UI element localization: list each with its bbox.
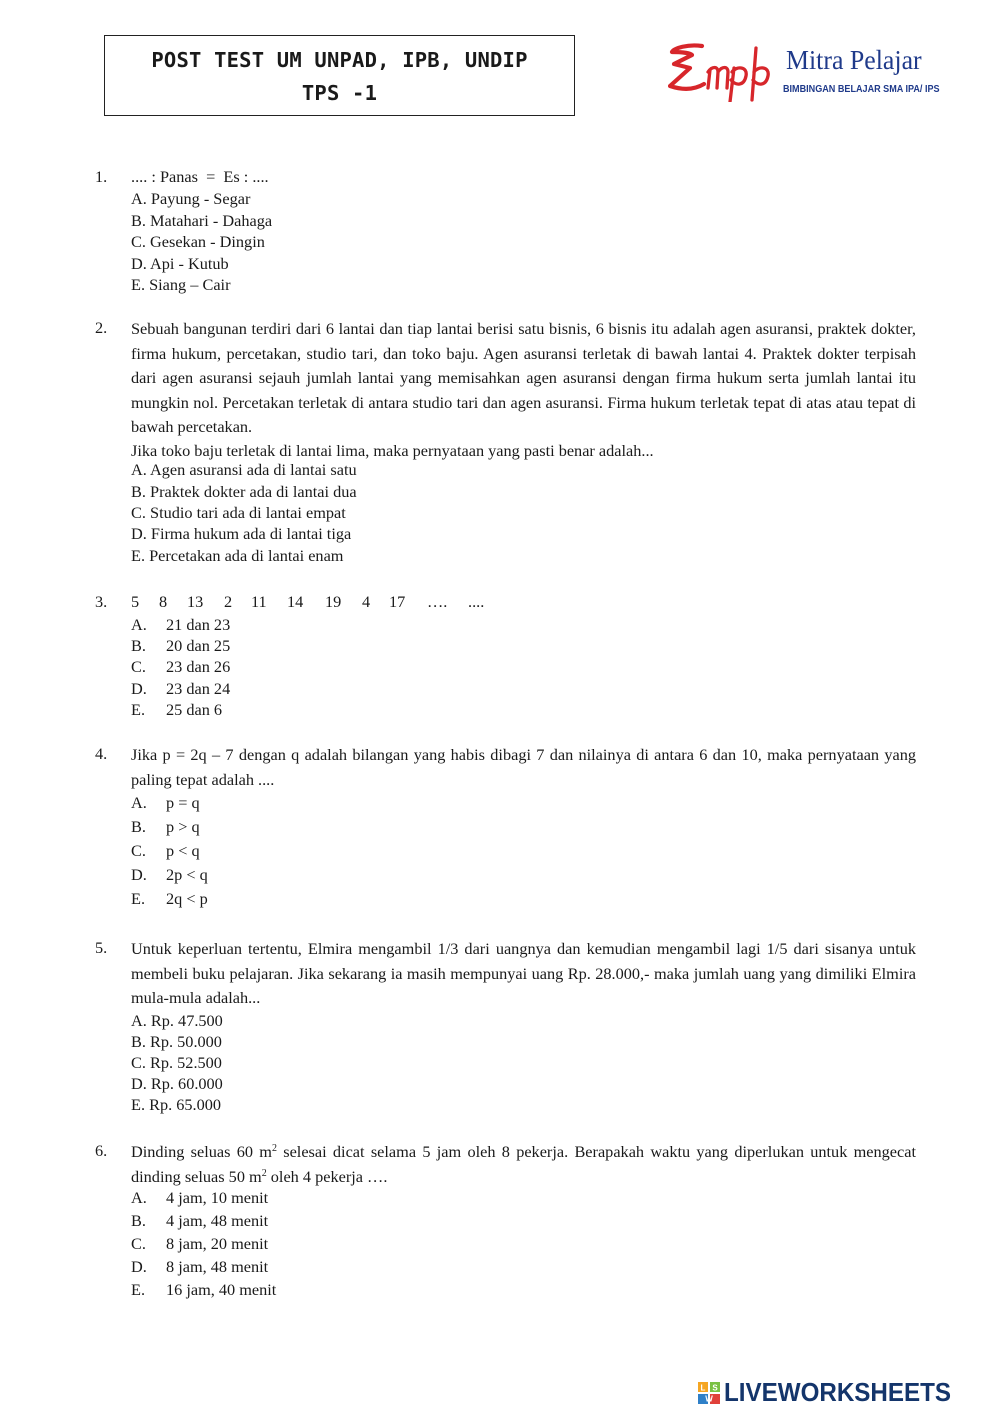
option-d[interactable]: D. Firma hukum ada di lantai tiga — [131, 524, 352, 543]
option-c[interactable]: C. p < q — [131, 841, 200, 860]
mitra-pelajar-logo — [668, 40, 943, 105]
sequence-term: 8 — [159, 592, 168, 611]
question-stem: Jika p = 2q – 7 dengan q adalah bilangan yang habis dibagi 7 dan nilainya di antara 6 dan 10, maka pernyataan yang paling tepat adalah .... — [131, 745, 916, 789]
sequence-blank: …. — [427, 592, 448, 611]
test-title-box — [104, 35, 575, 116]
question-stem: .... : Panas = Es : .... — [131, 167, 269, 186]
option-c[interactable]: C. Studio tari ada di lantai empat — [131, 503, 346, 522]
question-number: 2. — [95, 318, 108, 337]
sequence-blank: .... — [468, 592, 485, 611]
sequence-term: 2 — [224, 592, 233, 611]
option-a[interactable]: A. Rp. 47.500 — [131, 1011, 223, 1030]
option-b[interactable]: B. Praktek dokter ada di lantai dua — [131, 482, 357, 501]
sequence-term: 17 — [389, 592, 406, 611]
option-b[interactable]: B. 4 jam, 48 menit — [131, 1211, 269, 1230]
liveworksheets-watermark — [698, 1377, 998, 1407]
option-d[interactable]: D. Rp. 60.000 — [131, 1074, 223, 1093]
option-b[interactable]: B. Rp. 50.000 — [131, 1032, 222, 1051]
option-d[interactable]: D. 8 jam, 48 menit — [131, 1257, 269, 1276]
option-c[interactable]: C. Gesekan - Dingin — [131, 232, 265, 251]
question-paragraph: Sebuah bangunan terdiri dari 6 lantai dan tiap lantai berisi satu bisnis, 6 bisnis itu adalah agen asuransi, praktek dokter, firma hukum, percetakan, studio tari, dan toko baju. Agen asuransi terletak di bawah lantai 4. Praktek dokter terpisah dari agen asuransi sejauh jumlah lantai yang memisahkan agen asuransi dengan firma hukum serta jumlah lantai itu mungkin nol. Percetakan terletak di antara studio tari dan agen asuransi. Firma hukum terletak tepat di atas atau tepat di bawah percetakan. — [131, 319, 916, 436]
svg-text:S: S — [712, 1383, 718, 1393]
option-e[interactable]: E. Siang – Cair — [131, 275, 231, 294]
question-text — [131, 317, 916, 462]
option-a[interactable]: A. 4 jam, 10 menit — [131, 1188, 269, 1207]
option-a[interactable]: A. Agen asuransi ada di lantai satu — [131, 460, 357, 479]
question-stem: Untuk keperluan tertentu, Elmira mengambil 1/3 dari uangnya dan kemudian mengambil lagi 1/5 dari sisanya untuk membeli buku pelajaran. Jika sekarang ia masih mempunyai uang Rp. 28.000,- maka jumlah uang yang dimiliki Elmira mula-mula adalah... — [131, 939, 916, 1007]
question-number: 6. — [95, 1141, 108, 1160]
svg-text:W: W — [705, 1394, 713, 1404]
logo-brand-name: Mitra Pelajar — [786, 44, 922, 75]
option-a[interactable]: A. 21 dan 23 — [131, 615, 231, 634]
logo-tagline: BIMBINGAN BELAJAR SMA IPA/ IPS — [783, 84, 940, 95]
option-e[interactable]: E. Percetakan ada di lantai enam — [131, 546, 344, 565]
option-e[interactable]: E. 25 dan 6 — [131, 700, 223, 719]
question-text — [131, 1140, 916, 1189]
question-number: 3. — [95, 592, 108, 611]
option-e[interactable]: E. 16 jam, 40 menit — [131, 1280, 277, 1299]
option-b[interactable]: B. 20 dan 25 — [131, 636, 231, 655]
option-d[interactable]: D. 23 dan 24 — [131, 679, 231, 698]
option-e[interactable]: E. Rp. 65.000 — [131, 1095, 222, 1114]
question-text — [131, 166, 916, 188]
sequence-term: 11 — [251, 592, 267, 611]
svg-text:L: L — [700, 1383, 706, 1393]
question-number: 5. — [95, 938, 108, 957]
sequence-term: 13 — [187, 592, 204, 611]
option-d[interactable]: D. Api - Kutub — [131, 254, 229, 273]
sequence-term: 5 — [131, 592, 140, 611]
option-e[interactable]: E. 2q < p — [131, 889, 208, 908]
test-title: POST TEST UM UNPAD, IPB, UNDIP — [151, 48, 528, 72]
question-text — [131, 937, 916, 1011]
sequence-term: 14 — [287, 592, 304, 611]
question-number: 4. — [95, 744, 108, 763]
question-number: 1. — [95, 167, 108, 186]
option-c[interactable]: C. 23 dan 26 — [131, 657, 231, 676]
question-stem: Jika toko baju terletak di lantai lima, maka pernyataan yang pasti benar adalah... — [131, 440, 654, 460]
option-d[interactable]: D. 2p < q — [131, 865, 208, 884]
option-c[interactable]: C. Rp. 52.500 — [131, 1053, 222, 1072]
sequence-term: 19 — [325, 592, 342, 611]
question-text — [131, 743, 916, 792]
sequence-term: 4 — [362, 592, 371, 611]
liveworksheets-logo-icon — [698, 1382, 720, 1404]
test-subtitle: TPS -1 — [301, 81, 378, 105]
mitra-pelajar-logo-mark-icon — [668, 40, 786, 102]
option-b[interactable]: B. Matahari - Dahaga — [131, 211, 273, 230]
option-b[interactable]: B. p > q — [131, 817, 200, 836]
option-a[interactable]: A. p = q — [131, 793, 200, 812]
option-a[interactable]: A. Payung - Segar — [131, 189, 251, 208]
question-stem: Dinding seluas 60 $m^2$ selesai dicat selama 5 jam oleh 8 pekerja. Berapakah waktu yang diperlukan untuk mengecat dinding seluas 50 $m^2$ oleh 4 pekerja …. — [131, 1142, 916, 1186]
liveworksheets-brand: LIVEWORKSHEETS — [724, 1377, 952, 1407]
option-c[interactable]: C. 8 jam, 20 menit — [131, 1234, 269, 1253]
